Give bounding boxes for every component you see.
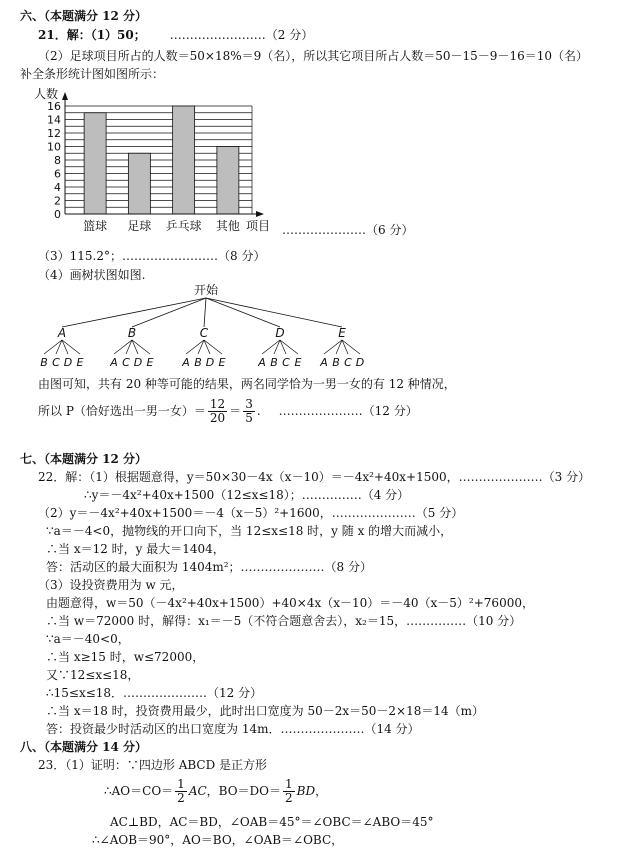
q21-probability — [38, 396, 418, 426]
tree-leaf-label: D — [205, 356, 215, 369]
q22-line-8: 由题意得，w＝50（－4x²+40x+1500）+40×4x（x－10）＝－40（x－5）²+76000， — [46, 596, 534, 610]
section-7-heading: 七、（本题满分 12 分） — [20, 452, 148, 466]
tree-leaf-label: D — [133, 356, 143, 369]
tree-edge — [206, 298, 280, 327]
prob-prefix: 所以 P（恰好选出一男一女）＝ — [38, 404, 206, 418]
x-category-label: 乒乓球 — [165, 219, 202, 233]
prob-fraction-2 — [243, 398, 255, 425]
q22-line-7: （3）设投资费用为 w 元， — [38, 578, 184, 592]
tree-leaf-label: B — [40, 356, 48, 369]
x-category-label: 其他 — [215, 219, 240, 233]
y-tick-label: 8 — [54, 154, 61, 167]
q21-part2-line1: （2）足球项目所占的人数＝50×18%＝9（名），所以其它项目所占人数＝50－15－9－16＝10（名） — [38, 49, 588, 63]
prob-fraction-2-denominator: 5 — [245, 411, 253, 425]
q21-part4: （4）画树状图如图. — [38, 268, 146, 282]
chart-x-labels — [83, 218, 240, 233]
q22-line-10: ∵a＝－40<0， — [46, 632, 130, 646]
prob-fraction-1 — [208, 398, 227, 425]
prob-fraction-1-numerator: 12 — [209, 397, 226, 411]
tree-leaf-label: A — [110, 356, 118, 369]
q22-line-1: 22．解：（1）根据题意得，y＝50×30－4x（x－10）＝－4x²+40x+1500，…………………（3 分） — [38, 470, 591, 484]
tree-edge — [62, 298, 206, 327]
q22-line-5: ∴当 x＝12 时，y 最大＝1404， — [46, 542, 225, 556]
tree-leaf-label: D — [63, 356, 73, 369]
tree-edge — [132, 298, 206, 327]
tree-leaf-label: B — [194, 356, 202, 369]
q21-answer-1-score: ……………………（2 分） — [169, 28, 314, 42]
y-tick-label: 2 — [54, 194, 61, 208]
q23-intro: 23．（1）证明：∵四边形 ABCD 是正方形 — [38, 758, 268, 772]
prob-fraction-1-denominator: 20 — [209, 411, 226, 425]
prob-fraction-2-numerator: 3 — [245, 397, 253, 411]
q22-line-2: ∴y＝－4x²+40x+1500（12≤x≤18）；……………（4 分） — [84, 488, 410, 502]
tree-leaf-label: A — [182, 356, 190, 369]
bar-chart — [20, 84, 280, 239]
q22-line-4: ∵a＝－4<0，抛物线的开口向下，当 12≤x≤18 时，y 随 x 的增大而减小， — [46, 524, 453, 538]
prob-suffix: . — [256, 404, 261, 418]
x-category-label: 足球 — [127, 219, 152, 233]
tree-node-label: C — [199, 326, 209, 340]
x-axis-arrow — [256, 211, 264, 217]
q23-eq-end: ， — [315, 784, 328, 798]
q22-line-14: ∴当 x＝18 时，投资费用最少，此时出口宽度为 50－2x＝50－2×18＝14（m） — [46, 704, 485, 718]
tree-node-label: A — [57, 326, 67, 340]
q23-line-b: ∴∠AOB＝90°，AO＝BO，∠OAB＝∠OBC， — [92, 833, 344, 847]
tree-diagram — [20, 284, 400, 374]
q22-line-13: ∴15≤x≤18．…………………（12 分） — [46, 686, 263, 700]
tree-leaf-label: B — [270, 356, 278, 369]
q22-line-3: （2）y＝－4x²+40x+1500＝－4（x－5）²+1600，…………………（5 分） — [38, 506, 464, 520]
tree-leaf-label: E — [76, 356, 84, 369]
x-category-label: 篮球 — [83, 219, 108, 233]
q23-eq-ac: AC — [188, 784, 207, 798]
section-6-heading: 六、（本题满分 12 分） — [20, 9, 148, 23]
q22-line-11: ∴当 x≥15 时，w≤72000， — [46, 650, 205, 664]
tree-leaf-label: E — [146, 356, 154, 369]
q22-line-9: ∴当 w＝72000 时，解得：x₁＝－5（不符合题意舍去），x₂＝15，……………（10 分） — [46, 614, 522, 628]
section-8-heading: 八、（本题满分 14 分） — [20, 740, 148, 754]
tree-node-label: B — [127, 326, 137, 340]
prob-score: …………………（12 分） — [278, 404, 418, 418]
q23-line-a: AC⊥BD，AC＝BD，∠OAB＝45°＝∠OBC＝∠ABO＝45° — [110, 815, 434, 829]
tree-leaf-label: B — [332, 356, 340, 369]
tree-leaf-label: C — [122, 356, 130, 369]
tree-edge — [206, 298, 342, 327]
tree-leaf-label: C — [344, 356, 352, 369]
q21-part2-line2: 补全条形统计图如图所示： — [20, 67, 165, 81]
q23-fraction-1-numerator: 1 — [177, 777, 185, 791]
q23-fraction-2-denominator: 2 — [285, 791, 293, 805]
q22-line-12: 又∵12≤x≤18， — [46, 668, 140, 682]
tree-leaf-label: E — [294, 356, 302, 369]
q23-half-diagonals — [104, 776, 327, 806]
q23-fraction-1 — [175, 778, 187, 805]
chart-x-label: 项目 — [246, 219, 271, 233]
q23-fraction-1-denominator: 2 — [177, 791, 185, 805]
y-tick-label: 12 — [47, 127, 61, 140]
tree-leaf-label: E — [218, 356, 226, 369]
bar-2 — [128, 153, 150, 214]
q23-fraction-2 — [283, 778, 295, 805]
tree-leaf-label: A — [320, 356, 328, 369]
y-tick-label: 14 — [47, 113, 61, 127]
tree-leaf-label: C — [52, 356, 60, 369]
chart-score: …………………（6 分） — [282, 223, 414, 237]
tree-node-label: D — [275, 326, 285, 340]
chart-y-ticks — [47, 100, 61, 221]
tree-leaf-label: A — [258, 356, 266, 369]
q22-line-15: 答：投资最少时活动区的出口宽度为 14m．…………………（14 分） — [46, 722, 420, 736]
y-tick-label: 6 — [54, 167, 61, 181]
q23-eq-mid: ，BO＝DO＝ — [206, 784, 282, 798]
q21-conclusion: 由图可知，共有 20 种等可能的结果，两名同学恰为一男一女的有 12 种情况， — [38, 377, 456, 391]
y-tick-label: 16 — [47, 100, 61, 113]
q23-fraction-2-numerator: 1 — [285, 777, 293, 791]
y-tick-label: 4 — [54, 181, 61, 194]
y-axis-arrow — [62, 92, 68, 100]
q21-part3: （3）115.2°；……………………（8 分） — [38, 249, 266, 263]
y-tick-label: 10 — [47, 140, 61, 154]
tree-leaf-label: C — [282, 356, 290, 369]
q23-eq-bd: BD — [296, 784, 316, 798]
chart-y-label: 人数 — [34, 87, 59, 101]
tree-root: 开始 — [193, 284, 219, 297]
y-tick-label: 0 — [54, 208, 61, 221]
bar-4 — [217, 147, 239, 215]
q23-eq-prefix: ∴AO＝CO＝ — [104, 784, 174, 798]
q21-answer-1-text: 21．解：（1）50； — [38, 28, 146, 42]
tree-node-label: E — [338, 326, 346, 340]
tree-leaf-label: D — [355, 356, 365, 369]
prob-equals: ＝ — [229, 404, 242, 418]
tree-edge — [204, 298, 206, 327]
bar-3 — [173, 106, 195, 214]
bar-1 — [84, 113, 106, 214]
q21-answer-1 — [38, 28, 313, 42]
q22-line-6: 答：活动区的最大面积为 1404m²；…………………（8 分） — [46, 560, 372, 574]
